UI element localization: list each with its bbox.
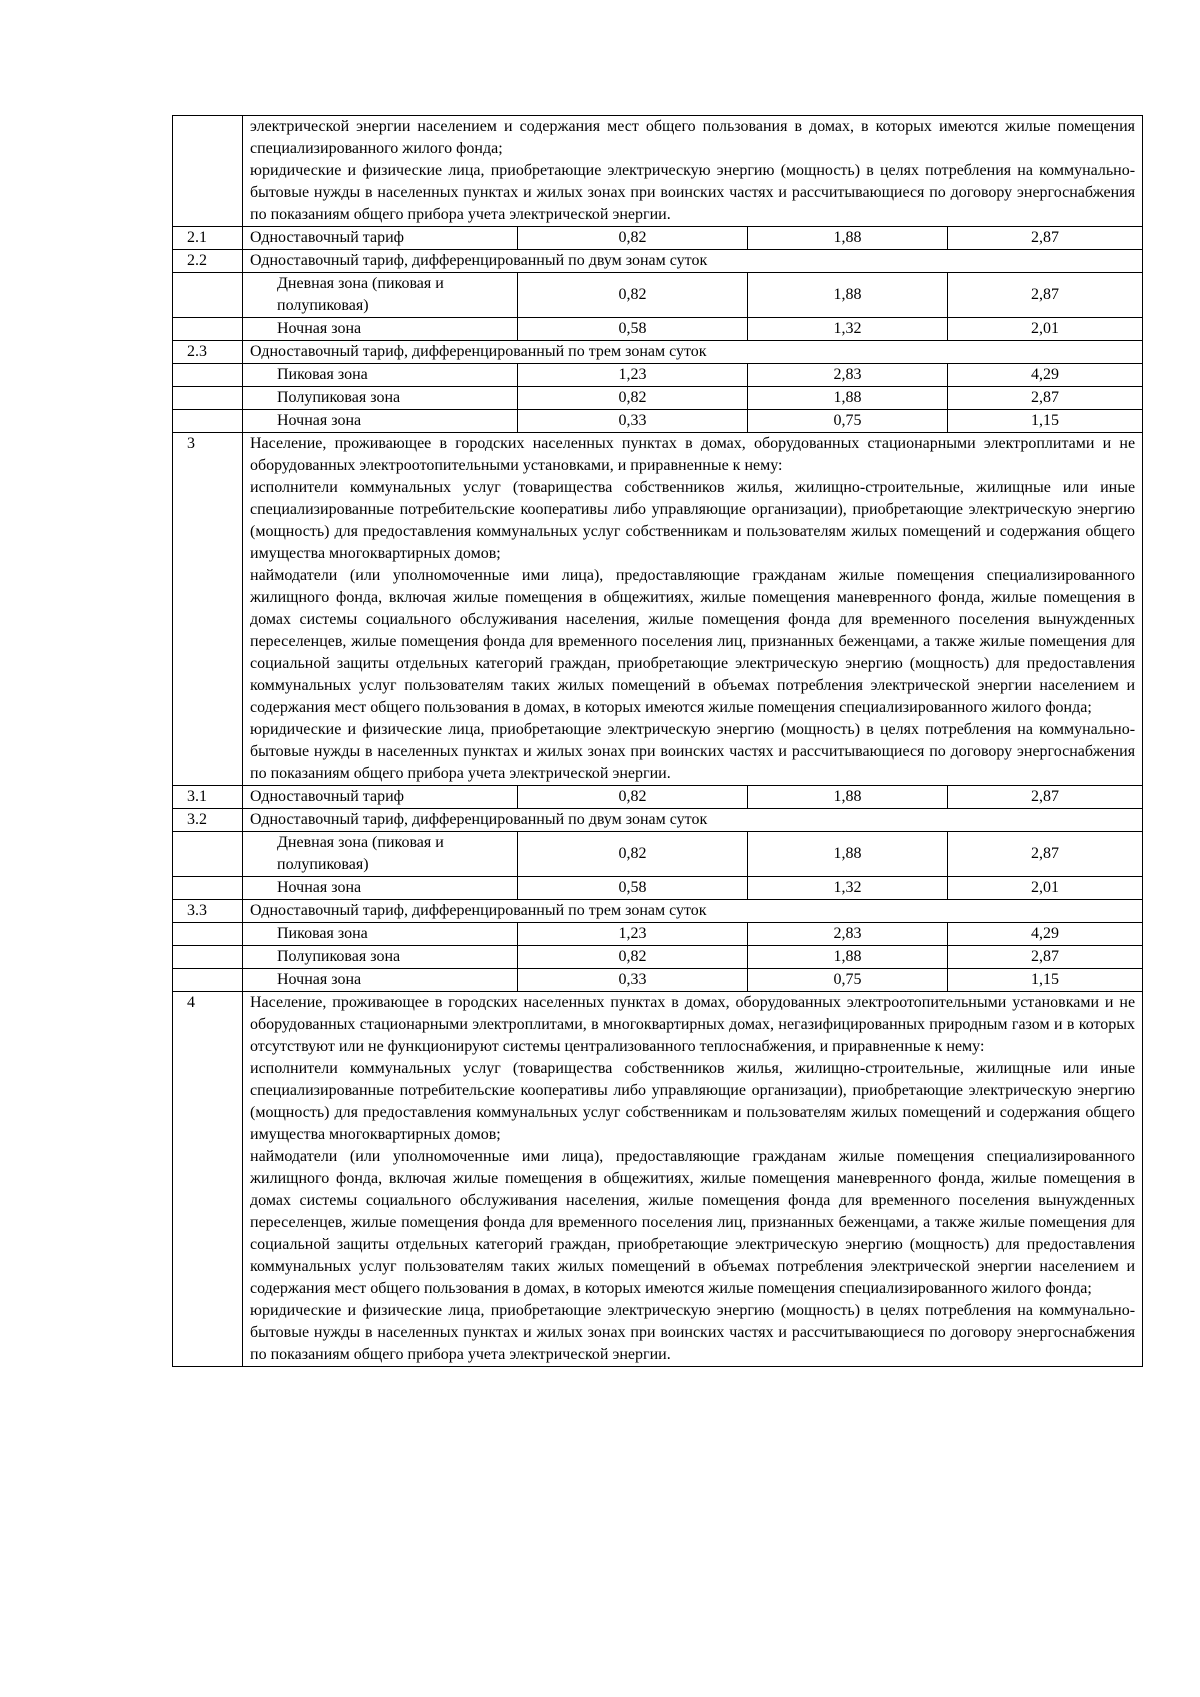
description-paragraph: Население, проживающее в городских населенных пунктах в домах, оборудованных электроотопительными установками и не оборудованных стационарными электроплитами, в многоквартирных домах, негазифицированных природным газом и в которых отсутствуют или не функционируют системы централизованного теплоснабжения, и приравненные к нему: [250,994,1136,1055]
tariff-row [173,923,1143,946]
tariff-label: Полупиковая зона [243,946,518,969]
tariff-value: 1,32 [748,877,948,900]
tariff-row [173,832,1143,877]
tariff-number: 2.2 [173,250,243,273]
tariff-row [173,318,1143,341]
tariff-row [173,946,1143,969]
description-cell [243,433,1143,786]
tariff-value: 2,87 [948,387,1143,410]
tariff-number: 2.1 [173,227,243,250]
tariff-value: 0,82 [518,387,748,410]
tariff-label: Одноставочный тариф [243,227,518,250]
description-row [173,992,1143,1367]
tariff-value: 0,58 [518,877,748,900]
description-row [173,116,1143,227]
tariff-label: Ночная зона [243,877,518,900]
tariff-value: 0,82 [518,786,748,809]
tariff-value: 2,01 [948,877,1143,900]
tariff-value: 1,88 [748,832,948,877]
description-paragraph: юридические и физические лица, приобретающие электрическую энергию (мощность) в целях потребления на коммунально-бытовые нужды в населенных пунктах и жилых зонах при воинских частях и рассчитывающиеся по договору энергоснабжения по показаниям общего прибора учета электрической энергии. [250,1302,1136,1363]
tariff-value: 2,87 [948,946,1143,969]
tariff-value: 2,87 [948,227,1143,250]
tariff-label: Одноставочный тариф [243,786,518,809]
tariff-number [173,273,243,318]
tariff-label: Пиковая зона [243,364,518,387]
tariff-value: 0,75 [748,969,948,992]
tariff-value: 2,01 [948,318,1143,341]
tariff-number [173,318,243,341]
tariff-value: 0,82 [518,227,748,250]
tariff-value: 1,88 [748,273,948,318]
description-paragraph: Население, проживающее в городских населенных пунктах в домах, оборудованных стационарными электроплитами и не оборудованных электроотопительными установками, и приравненные к нему: [250,435,1136,474]
description-paragraph: исполнители коммунальных услуг (товарищества собственников жилья, жилищно-строительные, жилищные или иные специализированные потребительские кооперативы либо управляющие организации), приобретающие электрическую энергию (мощность) для предоставления коммунальных услуг собственникам и пользователям жилых помещений и содержания общего имущества многоквартирных домов; [250,479,1136,562]
tariff-value: 1,15 [948,969,1143,992]
row-number: 3 [173,433,243,786]
tariff-number [173,969,243,992]
tariff-value: 0,33 [518,410,748,433]
tariff-value: 1,88 [748,946,948,969]
row-number: 4 [173,992,243,1367]
tariff-value: 1,23 [518,923,748,946]
tariff-value: 2,83 [748,364,948,387]
tariff-number [173,410,243,433]
tariff-row [173,341,1143,364]
tariff-value: 1,88 [748,387,948,410]
tariff-label: Дневная зона (пиковая и полупиковая) [243,273,518,318]
tariff-label: Одноставочный тариф, дифференцированный по двум зонам суток [243,809,1143,832]
tariff-number: 3.2 [173,809,243,832]
tariff-value: 1,15 [948,410,1143,433]
tariff-table [172,115,1143,1367]
tariff-row [173,364,1143,387]
tariff-label: Одноставочный тариф, дифференцированный по трем зонам суток [243,900,1143,923]
tariff-number [173,877,243,900]
description-paragraph: исполнители коммунальных услуг (товарищества собственников жилья, жилищно-строительные, жилищные или иные специализированные потребительские кооперативы либо управляющие организации), приобретающие электрическую энергию (мощность) для предоставления коммунальных услуг собственникам и пользователям жилых помещений и содержания общего имущества многоквартирных домов; [250,1060,1136,1143]
tariff-document-page [172,115,1142,1367]
tariff-value: 0,82 [518,832,748,877]
tariff-value: 0,82 [518,273,748,318]
row-number [173,116,243,227]
tariff-label: Полупиковая зона [243,387,518,410]
description-paragraph: юридические и физические лица, приобретающие электрическую энергию (мощность) в целях потребления на коммунально-бытовые нужды в населенных пунктах и жилых зонах при воинских частях и рассчитывающиеся по договору энергоснабжения по показаниям общего прибора учета электрической энергии. [250,162,1136,223]
tariff-value: 1,32 [748,318,948,341]
tariff-value: 2,83 [748,923,948,946]
tariff-value: 1,88 [748,227,948,250]
description-cell [243,116,1143,227]
tariff-row [173,410,1143,433]
tariff-value: 0,58 [518,318,748,341]
tariff-number: 3.1 [173,786,243,809]
tariff-row [173,877,1143,900]
tariff-value: 2,87 [948,273,1143,318]
tariff-row [173,387,1143,410]
tariff-number [173,387,243,410]
tariff-label: Ночная зона [243,410,518,433]
tariff-label: Дневная зона (пиковая и полупиковая) [243,832,518,877]
tariff-number [173,832,243,877]
tariff-value: 0,33 [518,969,748,992]
tariff-number [173,946,243,969]
tariff-value: 0,75 [748,410,948,433]
description-paragraph: электрической энергии населением и содержания мест общего пользования в домах, в которых имеются жилые помещения специализированного жилого фонда; [250,118,1136,157]
tariff-value: 0,82 [518,946,748,969]
tariff-label: Пиковая зона [243,923,518,946]
tariff-row [173,227,1143,250]
tariff-number [173,923,243,946]
tariff-value: 2,87 [948,832,1143,877]
tariff-number [173,364,243,387]
tariff-row [173,900,1143,923]
tariff-row [173,809,1143,832]
description-paragraph: наймодатели (или уполномоченные ими лица), предоставляющие гражданам жилые помещения специализированного жилищного фонда, включая жилые помещения в общежитиях, жилые помещения маневренного фонда, жилые помещения в домах системы социального обслуживания населения, жилые помещения фонда для временного поселения вынужденных переселенцев, жилые помещения фонда для временного поселения лиц, признанных беженцами, а также жилые помещения для социальной защиты отдельных категорий граждан, приобретающие электрическую энергию (мощность) для предоставления коммунальных услуг пользователям таких жилых помещений в объемах потребления электрической энергии населением и содержания мест общего пользования в домах, в которых имеются жилые помещения специализированного жилого фонда; [250,567,1136,716]
tariff-row [173,969,1143,992]
tariff-table-body [173,116,1143,1367]
tariff-label: Одноставочный тариф, дифференцированный по двум зонам суток [243,250,1143,273]
tariff-value: 1,23 [518,364,748,387]
tariff-number: 3.3 [173,900,243,923]
tariff-row [173,273,1143,318]
tariff-value: 2,87 [948,786,1143,809]
description-cell [243,992,1143,1367]
tariff-value: 1,88 [748,786,948,809]
tariff-value: 4,29 [948,364,1143,387]
description-paragraph: юридические и физические лица, приобретающие электрическую энергию (мощность) в целях потребления на коммунально-бытовые нужды в населенных пунктах и жилых зонах при воинских частях и рассчитывающиеся по договору энергоснабжения по показаниям общего прибора учета электрической энергии. [250,721,1136,782]
tariff-row [173,250,1143,273]
tariff-label: Ночная зона [243,969,518,992]
tariff-value: 4,29 [948,923,1143,946]
tariff-label: Ночная зона [243,318,518,341]
description-row [173,433,1143,786]
tariff-label: Одноставочный тариф, дифференцированный по трем зонам суток [243,341,1143,364]
tariff-number: 2.3 [173,341,243,364]
description-paragraph: наймодатели (или уполномоченные ими лица), предоставляющие гражданам жилые помещения специализированного жилищного фонда, включая жилые помещения в общежитиях, жилые помещения маневренного фонда, жилые помещения в домах системы социального обслуживания населения, жилые помещения фонда для временного поселения вынужденных переселенцев, жилые помещения фонда для временного поселения лиц, признанных беженцами, а также жилые помещения для социальной защиты отдельных категорий граждан, приобретающие электрическую энергию (мощность) для предоставления коммунальных услуг пользователям таких жилых помещений в объемах потребления электрической энергии населением и содержания мест общего пользования в домах, в которых имеются жилые помещения специализированного жилого фонда; [250,1148,1136,1297]
tariff-row [173,786,1143,809]
